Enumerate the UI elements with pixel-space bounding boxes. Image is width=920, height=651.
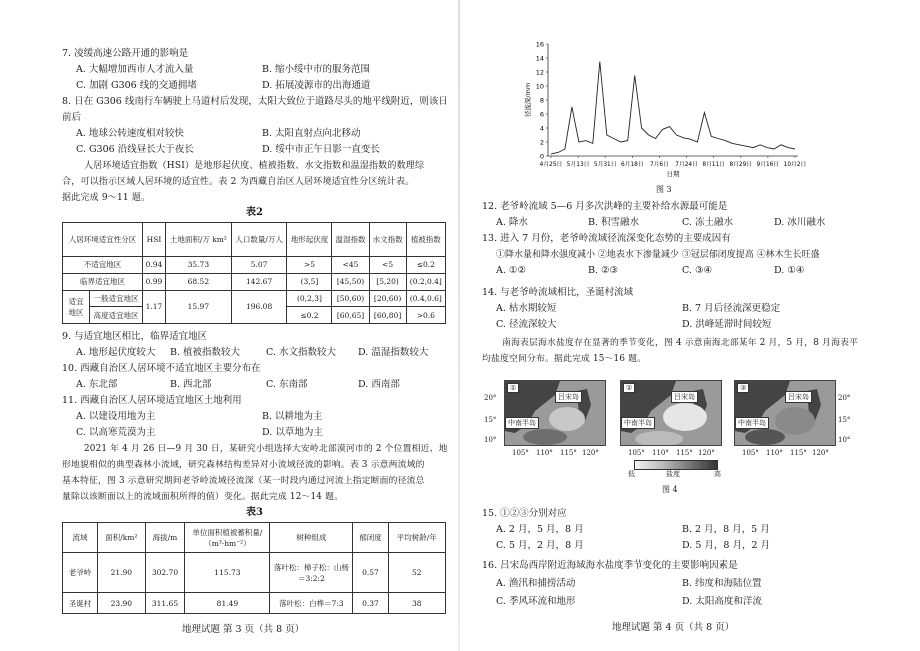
map-luzon-label: 吕宋岛: [671, 391, 698, 403]
t2-cell: 临界适宜地区: [63, 273, 143, 290]
t2-cell: ≤0.2: [406, 257, 445, 274]
q13-items: ①降水量和降水强度减小 ②地表水下渗量减少 ③冠层郁闭度提高 ④林木生长旺盛: [496, 250, 820, 260]
table2-caption: 表2: [246, 207, 263, 218]
x-tick-label: 7月24日: [675, 162, 698, 168]
map-indochina-label: 中南半岛: [735, 417, 769, 429]
q12-option-c: C. 冻土融水: [682, 217, 733, 228]
map-indochina-label: 中南半岛: [505, 417, 539, 429]
lon-105-2: 105°: [628, 449, 645, 457]
q7-option-b: B. 缩小绥中市的服务范围: [262, 64, 371, 75]
lat-10-left: 10°: [484, 436, 497, 444]
t2-group: 适宜地区: [63, 290, 90, 324]
t3-cell: 81.49: [185, 593, 270, 614]
y-tick-label: 8: [539, 96, 544, 105]
q13-option-b: B. ②③: [588, 265, 619, 276]
t3-h-area: 面积/km²: [98, 523, 145, 553]
legend-title: 盐度: [666, 470, 680, 478]
t3-h-age: 平均树龄/年: [388, 523, 446, 553]
t3-cell: 0.37: [353, 593, 388, 614]
salinity-map-1: [504, 380, 606, 446]
y-axis-title: 径流深/mm: [524, 82, 532, 118]
x-tick-label: 5月31日: [593, 162, 617, 168]
x-tick-label: 8月29日: [729, 162, 753, 168]
y-tick-label: 4: [539, 124, 544, 133]
q8-stem-2: 前后: [62, 112, 82, 123]
q7-option-a: A. 大幅增加西市人才流入量: [76, 64, 194, 75]
q15-option-d: D. 5 月，8 月，2 月: [682, 540, 771, 551]
runoff-series-line: [551, 62, 795, 154]
lat-15-left: 15°: [484, 416, 497, 424]
q12-option-b: B. 积雪融水: [588, 217, 640, 228]
lat-10-right: 10°: [838, 436, 851, 444]
q13-option-d: D. ①④: [774, 265, 805, 276]
x-tick-label: 5月13日: [566, 162, 590, 168]
t2-cell: [60,65]: [332, 307, 369, 324]
q14-option-c: C. 径流深较大: [496, 319, 557, 330]
q16-option-c: C. 季风环流和地形: [496, 596, 576, 607]
q9-option-a: A. 地形起伏度较大: [76, 347, 156, 358]
page-4: [460, 0, 920, 651]
q16-option-d: D. 太阳高度和洋流: [682, 596, 762, 607]
q15-option-b: B. 2 月，8 月，5 月: [682, 524, 770, 535]
table-row: [63, 553, 446, 593]
t2-cell: 0.99: [142, 273, 165, 290]
figure-3-runoff-chart: [520, 38, 810, 180]
q7-option-d: D. 拓展凌源市的出海通道: [262, 80, 371, 91]
footer-page-3: 地理试题 第 3 页（共 8 页）: [182, 624, 305, 635]
map-indochina-label: 中南半岛: [621, 417, 655, 429]
lon-115-3: 115°: [790, 449, 807, 457]
intro-9-11-line2: 合，可以指示区域人居环境的适宜性。表 2 为西藏自治区人居环境适宜性分区统计表。: [62, 177, 415, 187]
x-tick-label: 4月25日: [539, 162, 563, 168]
salinity-map-3: [734, 380, 836, 446]
y-tick-label: 12: [535, 68, 544, 77]
q8-option-d: D. 绥中市正午日影一直变长: [262, 144, 380, 155]
t2-cell: ≤0.2: [287, 307, 332, 324]
q10-option-b: B. 西北部: [170, 379, 212, 390]
y-tick-label: 14: [535, 54, 544, 63]
table-row: [63, 290, 446, 307]
q11-option-a: A. 以建设用地为主: [76, 411, 156, 422]
y-tick-label: 2: [539, 138, 544, 147]
t2-h-temp: 温湿指数: [332, 223, 369, 257]
q11-option-c: C. 以高寒荒漠为主: [76, 427, 156, 438]
intro-12-14-line1: 2021 年 4 月 26 日—9 月 30 日，某研究小组选择大安岭北部漠河市的 2 个位置相近、地: [84, 444, 448, 454]
q11-stem: 11. 西藏自治区人居环境适宜地区土地利用: [62, 395, 242, 406]
t2-cell: <5: [369, 257, 406, 274]
table-3: [62, 522, 446, 614]
t3-h-basin: 流域: [63, 523, 98, 553]
t2-cell: (0.2,0.4]: [406, 273, 445, 290]
intro-12-14-line3: 基本特征，图 3 示意研究期间老爷岭流域径流深（某一时段内通过河流上指定断面的径流总: [62, 476, 425, 486]
intro-15-16-line2: 均盐度空间分布。据此完成 15～16 题。: [482, 354, 647, 364]
q14-stem: 14. 与老爷岭流域相比，圣诞村流域: [482, 287, 634, 298]
x-tick-label: 7月6日: [649, 162, 669, 168]
t3-h-stock: 单位面积植被蓄积量/（m³·hm⁻²）: [185, 523, 270, 553]
footer-page-4: 地理试题 第 4 页（共 8 页）: [612, 622, 735, 633]
q13-option-a: A. ①②: [496, 265, 526, 276]
t2-cell: 不适宜地区: [63, 257, 143, 274]
t2-cell: 1.17: [142, 290, 165, 324]
q8-stem: 8. 日在 G306 线南行车辆驶上马道村后发现，太阳大致位于道路尽头的地平线附近，则该日: [62, 96, 448, 107]
t3-cell: 落叶松：白桦＝7:3: [270, 593, 353, 614]
x-axis-title: 日期: [666, 170, 680, 178]
t3-cell: 52: [388, 553, 446, 593]
q10-stem: 10. 西藏自治区人居环境不适宜地区主要分布在: [62, 363, 261, 374]
figure-3-caption: 图 3: [656, 185, 672, 194]
t2-cell: 0.94: [142, 257, 165, 274]
t2-cell: (0,2,3]: [287, 290, 332, 307]
q11-option-b: B. 以耕地为主: [262, 411, 323, 422]
t2-cell: 68.52: [165, 273, 231, 290]
t2-cell: >0.6: [406, 307, 445, 324]
t2-cell: [50,60): [332, 290, 369, 307]
intro-12-14-line4: 量除以该断面以上的流域面积所得的值）变化。据此完成 12～14 题。: [62, 492, 344, 502]
t3-cell: 23.90: [98, 593, 145, 614]
map-luzon-label: 吕宋岛: [555, 391, 582, 403]
intro-9-11-line3: 据此完成 9～11 题。: [62, 193, 151, 203]
q16-option-b: B. 纬度和海陆位置: [682, 578, 762, 589]
q10-option-a: A. 东北部: [76, 379, 118, 390]
t3-cell: 老爷岭: [63, 553, 98, 593]
lon-110-3: 110°: [766, 449, 783, 457]
y-tick-label: 10: [535, 82, 544, 91]
lon-105-3: 105°: [742, 449, 759, 457]
t2-cell: (3,5]: [287, 273, 332, 290]
t2-cell: <45: [332, 257, 369, 274]
lat-20-right: 20°: [838, 394, 851, 402]
q15-option-a: A. 2 月，5 月，8 月: [496, 524, 584, 535]
t2-h-veg: 植被指数: [406, 223, 445, 257]
y-tick-label: 6: [539, 110, 544, 119]
table-row: [63, 257, 446, 274]
q14-option-b: B. 7 月后径流深更稳定: [682, 303, 781, 314]
map-label-1: ①: [507, 383, 519, 393]
q8-option-a: A. 地球公转速度相对较快: [76, 128, 184, 139]
t2-cell: 高度适宜地区: [90, 307, 143, 324]
lat-15-right: 15°: [838, 416, 851, 424]
q9-option-d: D. 温湿指数较大: [358, 347, 429, 358]
x-tick-label: 9月16日: [756, 162, 780, 168]
q14-option-a: A. 枯水期较短: [496, 303, 557, 314]
t2-cell: [5,20): [369, 273, 406, 290]
t2-cell: 196.08: [231, 290, 287, 324]
intro-12-14-line2: 形地貌相似的典型森林小流域，研究森林结构差异对小流域径流的影响。表 3 示意两流域的: [62, 460, 425, 470]
q12-option-d: D. 冰川融水: [774, 217, 826, 228]
lon-115-1: 115°: [560, 449, 577, 457]
q9-option-c: C. 水文指数较大: [266, 347, 336, 358]
t3-h-canopy: 郁闭度: [353, 523, 388, 553]
t2-h-hydro: 水文指数: [369, 223, 406, 257]
intro-9-11-line1: 人居环境适宜指数（HSI）是地形起伏度、植被指数、水文指数和温湿指数的数理综: [84, 161, 425, 171]
legend-high: 高: [714, 470, 721, 478]
lon-115-2: 115°: [676, 449, 693, 457]
t3-cell: 302.70: [145, 553, 185, 593]
t2-h-area: 土地面积/万 km²: [165, 223, 231, 257]
lon-120-3: 120°: [812, 449, 829, 457]
q9-stem: 9. 与适宜地区相比，临界适宜地区: [62, 331, 208, 342]
x-tick-label: 10月2日: [783, 162, 807, 168]
y-tick-label: 0: [539, 152, 544, 161]
map-luzon-label: 吕宋岛: [785, 391, 812, 403]
t2-h-hsi: HSI: [142, 223, 165, 257]
t2-cell: [45,50): [332, 273, 369, 290]
t3-cell: 落叶松：樟子松：山杨＝3:2:2: [270, 553, 353, 593]
map-label-2: ②: [623, 383, 635, 393]
table-row: [63, 593, 446, 614]
q15-option-c: C. 5 月，2 月，8 月: [496, 540, 584, 551]
table-row: [63, 273, 446, 290]
t3-cell: 38: [388, 593, 446, 614]
q14-option-d: D. 洪峰延滞时间较短: [682, 319, 772, 330]
t2-cell: (0.4,0.6]: [406, 290, 445, 307]
q11-option-d: D. 以草地为主: [262, 427, 323, 438]
lat-20-left: 20°: [484, 394, 497, 402]
t3-cell: 圣诞村: [63, 593, 98, 614]
lon-105-1: 105°: [512, 449, 529, 457]
q8-option-c: C. G306 沿线昼长大于夜长: [76, 144, 194, 155]
t2-cell: 35.73: [165, 257, 231, 274]
q16-stem: 16. 吕宋岛西岸附近海域海水盐度季节变化的主要影响因素是: [482, 560, 738, 571]
t3-cell: 21.90: [98, 553, 145, 593]
q13-option-c: C. ③④: [682, 265, 713, 276]
q9-option-b: B. 植被指数较大: [170, 347, 241, 358]
q13-stem: 13. 进入 7 月份，老爷岭流域径流深变化态势的主要成因有: [482, 233, 731, 244]
t2-h-terrain: 地形起伏度: [287, 223, 332, 257]
t2-cell: 15.97: [165, 290, 231, 324]
t2-cell: 5.07: [231, 257, 287, 274]
q15-stem: 15. ①②③分别对应: [482, 508, 567, 519]
q10-option-d: D. 西南部: [358, 379, 400, 390]
lon-110-1: 110°: [536, 449, 553, 457]
t2-h-pop: 人口数量/万人: [231, 223, 287, 257]
x-tick-label: 8月11日: [702, 162, 726, 168]
q8-option-b: B. 太阳直射点向北移动: [262, 128, 361, 139]
map-label-3: ③: [737, 383, 749, 393]
intro-15-16-line1: 南海表层海水盐度存在显著的季节变化，图 4 示意南海北部某年 2 月，5 月，8 月海表平: [502, 338, 859, 348]
salinity-map-2: [620, 380, 722, 446]
t2-cell: [20,60): [369, 290, 406, 307]
lon-120-2: 120°: [698, 449, 715, 457]
t3-h-alt: 海拔/m: [145, 523, 185, 553]
t3-cell: 115.73: [185, 553, 270, 593]
q7-stem: 7. 凌缓高速公路开通的影响是: [62, 48, 189, 59]
q7-option-c: C. 加剧 G306 线的交通拥堵: [76, 80, 197, 91]
figure-4-caption: 图 4: [662, 485, 678, 494]
t2-h-zone: 人居环境适宜性分区: [63, 223, 143, 257]
t3-cell: 0.57: [353, 553, 388, 593]
y-tick-label: 16: [535, 40, 544, 49]
q10-option-c: C. 东南部: [266, 379, 308, 390]
t2-cell: 142.67: [231, 273, 287, 290]
lon-120-1: 120°: [582, 449, 599, 457]
x-tick-label: 6月18日: [620, 162, 644, 168]
t2-cell: >5: [287, 257, 332, 274]
legend-low: 低: [628, 470, 635, 478]
q16-option-a: A. 渔汛和捕捞活动: [496, 578, 576, 589]
t2-cell: [60,80]: [369, 307, 406, 324]
q12-stem: 12. 老爷岭流域 5—6 月多次洪峰的主要补给水源最可能是: [482, 201, 728, 212]
t3-h-species: 树种组成: [270, 523, 353, 553]
t2-cell: 一般适宜地区: [90, 290, 143, 307]
t3-cell: 311.65: [145, 593, 185, 614]
lon-110-2: 110°: [652, 449, 669, 457]
table-2: [62, 222, 446, 324]
table3-caption: 表3: [246, 507, 263, 518]
q12-option-a: A. 降水: [496, 217, 528, 228]
